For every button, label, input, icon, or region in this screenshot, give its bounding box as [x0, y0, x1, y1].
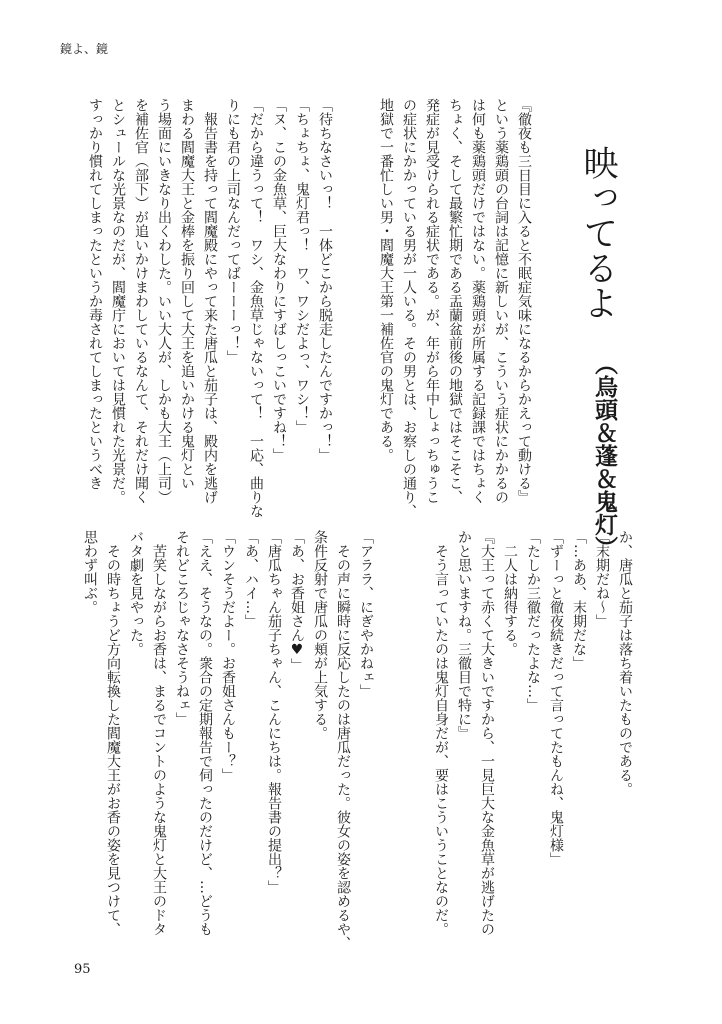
- text-line: 『徹夜も三日目に入ると不眠症気味になるからかえって動ける』: [516, 98, 532, 504]
- text-line: う場面にいきなり出くわした。いい大人が、しかも大王（上司）: [156, 98, 172, 504]
- text-line: か、唐瓜と茄子は落ち着いたものである。: [617, 530, 633, 796]
- text-line: を補佐官（部下）が追いかけまわしているなんて、それだけ聞く: [133, 98, 149, 504]
- text-line: とシュールな光景なのだが、閻魔庁においては見慣れた光景だ。: [110, 98, 126, 504]
- text-line: 「ヌ、この金魚草、巨大なわりにすばしっこいですね！」: [271, 98, 287, 462]
- text-line: 「たしか三徹だったよな…」: [525, 530, 541, 712]
- text-line: すっかり慣れてしまったというか毒されてしまったというべき: [87, 98, 103, 490]
- page-number: 95: [74, 962, 91, 977]
- text-line: 報告書を持って閻魔殿にやって来た唐瓜と茄子は、殿内を逃げ: [202, 98, 218, 504]
- text-line: 「だから違うって！ ワシ、金魚草じゃないって！ 一応、曲りな: [248, 98, 264, 518]
- story-title: 映ってるよ: [578, 145, 618, 320]
- text-line: それどころじゃなさそうねェ」: [174, 530, 190, 726]
- text-line: 『大王って赤くて大きいですから、一見巨大な金魚草が逃げたの: [479, 530, 495, 936]
- text-line: かと思いますね。三徹目で特に』: [456, 530, 472, 740]
- text-line: 発症が見受けられる症状である。が、年がら年中しょっちゅうこ: [424, 98, 440, 504]
- text-line: 「あ、ハイ…」: [243, 530, 259, 628]
- story-subtitle: （烏頭＆蓬＆鬼灯）: [591, 352, 618, 559]
- text-line: という薬鶏頭の台詞は記憶に新しいが、こういう症状にかかるの: [493, 98, 509, 504]
- body-text-bottom: [78, 530, 636, 950]
- text-line: ちょく、そして最繁忙期である盂蘭盆前後の地獄ではそこそこ、: [447, 98, 463, 504]
- text-line: バタ劇を見やった。: [128, 530, 144, 656]
- paragraph-gap: [377, 530, 429, 940]
- text-line: 条件反射で唐瓜の頬が上気する。: [312, 530, 328, 740]
- text-line: 「あ、お香姐さん♥」: [289, 530, 305, 672]
- text-line: その声に瞬時に反応したのは唐瓜だった。彼女の姿を認めるや、: [335, 530, 351, 950]
- text-line: 「待ちなさいっ！ 一体どこから脱走したんですかっ！」: [317, 98, 333, 462]
- text-line: その時ちょうど方向転換した閻魔大王がお香の姿を見つけて、: [105, 530, 121, 936]
- text-line: 「ちょちょ、鬼灯君っ！ ワ、ワシだよっ、ワシ！」: [294, 98, 310, 434]
- text-line: 「…ああ、末期だな」: [571, 530, 587, 670]
- text-line: 「ずーっと徹夜続きだって言ってたもんね、鬼灯様」: [548, 530, 564, 866]
- text-line: 苦笑しながらお香は、まるでコントのような鬼灯と大王のドタ: [151, 530, 167, 936]
- text-line: 「アララ、にぎやかねェ」: [358, 530, 374, 698]
- text-line: 「ウンそうだよー。お香姐さんもー？」: [220, 530, 236, 782]
- text-line: 思わず叫ぶ。: [82, 530, 98, 614]
- text-line: 「末期だね～」: [594, 530, 610, 628]
- body-text-top: [83, 98, 535, 518]
- text-line: は何も薬鶏頭だけではない。薬鶏頭が所属する記録課ではちょく: [470, 98, 486, 504]
- text-line: 二人は納得する。: [502, 530, 518, 656]
- text-line: そう言っていたのは鬼灯自身だが、要はこういうことなのだ。: [433, 530, 449, 936]
- text-line: 「ええ、そうなの。衆合の定期報告で伺ったのだけど、…どうも: [197, 530, 213, 936]
- running-header: 鏡よ、鏡: [60, 42, 109, 56]
- text-line: まわる閻魔大王と金棒を振り回して大王を追いかける鬼灯とい: [179, 98, 195, 490]
- text-line: りにも君の上司なんだってばーーーっ！」: [225, 98, 241, 364]
- text-line: の症状にかかっている男が一人いる。その男とは、お察しの通り、: [401, 98, 417, 518]
- text-line: 「唐瓜ちゃん茄子ちゃん、こんにちは。報告書の提出？」: [266, 530, 282, 894]
- paragraph-gap: [336, 98, 374, 498]
- text-line: 地獄で一番忙しい男・閻魔大王第一補佐官の鬼灯である。: [378, 98, 394, 462]
